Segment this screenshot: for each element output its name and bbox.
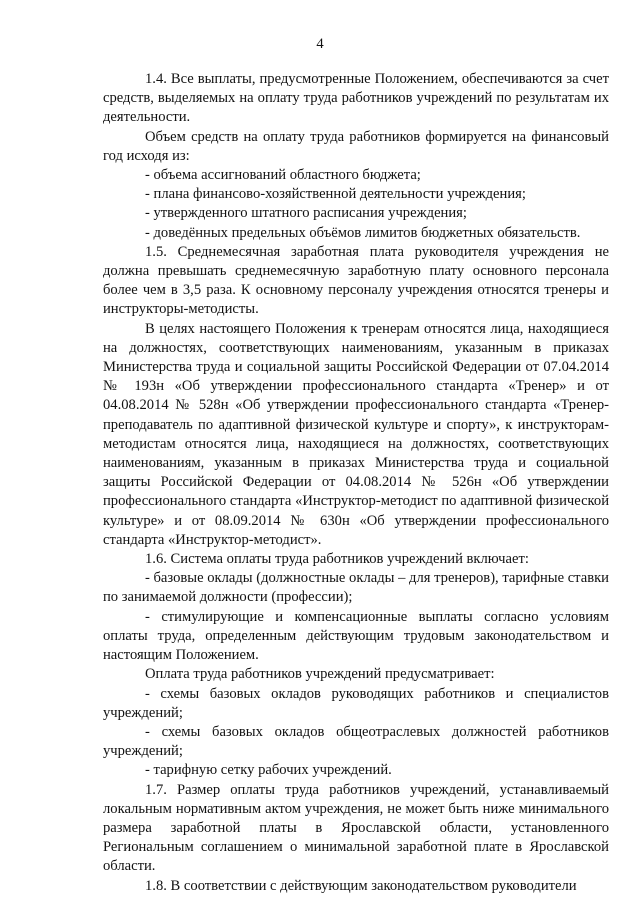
list-item-tariff-grid: - тарифную сетку рабочих учреждений. (145, 762, 392, 779)
paragraph-1-8: 1.8. В соответствии с действующим законодательством руководители (145, 877, 577, 894)
list-item-base-salaries: - базовые оклады (должностные оклады – для тренеров), тарифные ставки по занимаемой должности (профессии); (103, 570, 609, 606)
list-item-budget-limits: - доведённых предельных объёмов лимитов бюджетных обязательств. (145, 224, 581, 241)
paragraph-budget-intro: Объем средств на оплату труда работников формируется на финансовый год исходя из: (103, 128, 609, 164)
paragraph-trainers-definition: В целях настоящего Положения к тренерам относятся лица, находящиеся на должностях, соответствующих наименованиям, указанным в приказах Министерства труда и социальной защиты Российской Федерации от 07.04.2014 № 193н «Об утверждении профессионального стандарта «Тренер» и от 04.08.2014 № 528н «Об утверждении профессионального стандарта «Тренер-преподаватель по адаптивной физической культуре и спорту», к инструкторам-методистам относятся лица, находящиеся на должностях, соответствующих наименованиям, указанным в приказах Министерства труда и социальной защиты Российской Федерации от 04.08.2014 № 526н «Об утверждении профессионального стандарта «Инструктор-методист по адаптивной физической культуре» и от 08.09.2014 № 630н «Об утверждении профессионального стандарта «Инструктор-методист». (103, 320, 609, 548)
paragraph-1-6: 1.6. Система оплаты труда работников учреждений включает: (145, 551, 529, 568)
list-item-general-positions: - схемы базовых окладов общеотраслевых должностей работников учреждений; (103, 723, 609, 760)
paragraph-payment-provides: Оплата труда работников учреждений предусматривает: (145, 666, 495, 683)
page-number: 4 (316, 36, 324, 52)
list-item-financial-plan: - плана финансово-хозяйственной деятельности учреждения; (145, 186, 526, 203)
paragraph-1-4: 1.4. Все выплаты, предусмотренные Положением, обеспечиваются за счет средств, выделяемых на оплату труда работников учреждений по результатам их деятельности. (103, 71, 609, 126)
paragraph-1-7: 1.7. Размер оплаты труда работников учреждений, устанавливаемый локальным нормативным актом учреждения, не может быть ниже минимального размера заработной платы в Ярославской области, установленного Региональным соглашением о минимальной заработной плате в Ярославской области. (103, 781, 609, 875)
list-item-budget-allocations: - объема ассигнований областного бюджета; (145, 167, 421, 184)
list-item-management-schemes: - схемы базовых окладов руководящих работников и специалистов учреждений; (103, 685, 609, 721)
paragraph-1-5: 1.5. Среднемесячная заработная плата руководителя учреждения не должна превышать среднемесячную заработную плату основного персонала более чем в 3,5 раза. К основному персоналу учреждения относятся тренеры и инструкторы-методисты. (103, 243, 609, 318)
document-body (103, 70, 609, 896)
list-item-staff-schedule: - утвержденного штатного расписания учреждения; (145, 205, 467, 222)
list-item-incentive-payments: - стимулирующие и компенсационные выплаты согласно условиям оплаты труда, определенным действующим трудовым законодательством и настоящим Положением. (103, 608, 609, 664)
